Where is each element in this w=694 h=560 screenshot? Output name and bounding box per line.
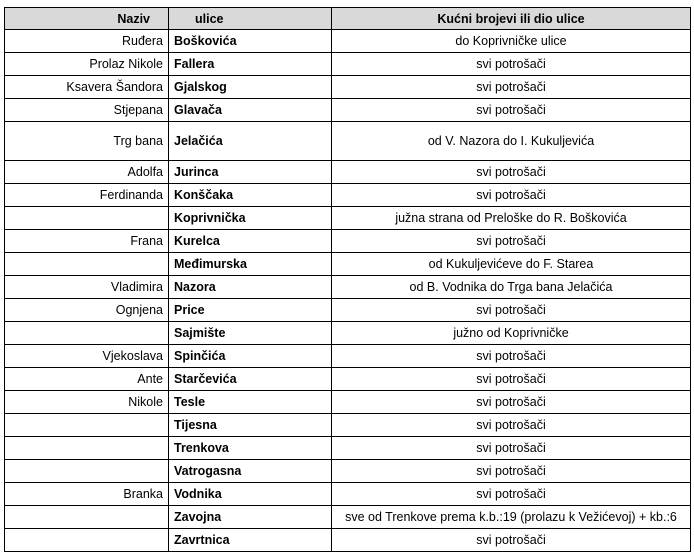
table-row: [5, 437, 691, 460]
table-row: [5, 322, 691, 345]
description-cell: svi potrošači: [332, 368, 691, 391]
street-cell: Nazora: [169, 276, 332, 299]
description-cell: svi potrošači: [332, 53, 691, 76]
description-cell: svi potrošači: [332, 529, 691, 552]
description-cell: svi potrošači: [332, 391, 691, 414]
table-row: [5, 299, 691, 322]
first-name-cell: Nikole: [5, 391, 169, 414]
description-cell: do Koprivničke ulice: [332, 30, 691, 53]
description-cell: svi potrošači: [332, 299, 691, 322]
street-cell: Sajmište: [169, 322, 332, 345]
table-row: [5, 161, 691, 184]
description-cell: od B. Vodnika do Trga bana Jelačića: [332, 276, 691, 299]
street-cell: Boškovića: [169, 30, 332, 53]
description-cell: svi potrošači: [332, 483, 691, 506]
first-name-cell: [5, 437, 169, 460]
street-cell: Price: [169, 299, 332, 322]
first-name-cell: [5, 506, 169, 529]
table-row: [5, 230, 691, 253]
first-name-cell: Prolaz Nikole: [5, 53, 169, 76]
table-header-row: [5, 8, 691, 30]
street-cell: Jurinca: [169, 161, 332, 184]
first-name-cell: Ferdinanda: [5, 184, 169, 207]
description-cell: svi potrošači: [332, 414, 691, 437]
table-row: [5, 414, 691, 437]
description-cell: svi potrošači: [332, 345, 691, 368]
first-name-cell: Stjepana: [5, 99, 169, 122]
table-row: [5, 368, 691, 391]
table-body: [5, 30, 691, 552]
first-name-cell: Ognjena: [5, 299, 169, 322]
table-row: [5, 76, 691, 99]
table-row: [5, 345, 691, 368]
header-street: ulice: [169, 8, 332, 30]
table-row: [5, 30, 691, 53]
description-cell: sve od Trenkove prema k.b.:19 (prolazu k Vežićevoj) + kb.:6: [332, 506, 691, 529]
streets-table: [4, 7, 691, 552]
description-cell: svi potrošači: [332, 460, 691, 483]
first-name-cell: Trg bana: [5, 122, 169, 161]
street-cell: Vodnika: [169, 483, 332, 506]
first-name-cell: [5, 207, 169, 230]
description-cell: svi potrošači: [332, 161, 691, 184]
first-name-cell: [5, 322, 169, 345]
first-name-cell: [5, 253, 169, 276]
table-row: [5, 207, 691, 230]
description-cell: svi potrošači: [332, 76, 691, 99]
first-name-cell: [5, 414, 169, 437]
first-name-cell: Vjekoslava: [5, 345, 169, 368]
street-cell: Zavrtnica: [169, 529, 332, 552]
table-row: [5, 99, 691, 122]
first-name-cell: Ante: [5, 368, 169, 391]
table-row: [5, 184, 691, 207]
first-name-cell: Ksavera Šandora: [5, 76, 169, 99]
table-row: [5, 460, 691, 483]
description-cell: svi potrošači: [332, 230, 691, 253]
street-cell: Starčevića: [169, 368, 332, 391]
first-name-cell: Frana: [5, 230, 169, 253]
description-cell: svi potrošači: [332, 184, 691, 207]
street-cell: Tesle: [169, 391, 332, 414]
first-name-cell: [5, 529, 169, 552]
table-row: [5, 53, 691, 76]
description-cell: južno od Koprivničke: [332, 322, 691, 345]
description-cell: južna strana od Preloške do R. Boškovića: [332, 207, 691, 230]
street-cell: Glavača: [169, 99, 332, 122]
street-cell: Kurelca: [169, 230, 332, 253]
table-row: [5, 391, 691, 414]
table-row: [5, 529, 691, 552]
table-row: [5, 276, 691, 299]
street-cell: Trenkova: [169, 437, 332, 460]
first-name-cell: Adolfa: [5, 161, 169, 184]
street-cell: Jelačića: [169, 122, 332, 161]
table-row: [5, 122, 691, 161]
street-cell: Koprivnička: [169, 207, 332, 230]
description-cell: svi potrošači: [332, 437, 691, 460]
street-cell: Gjalskog: [169, 76, 332, 99]
street-cell: Vatrogasna: [169, 460, 332, 483]
street-cell: Fallera: [169, 53, 332, 76]
description-cell: svi potrošači: [332, 99, 691, 122]
street-cell: Međimurska: [169, 253, 332, 276]
description-cell: od V. Nazora do I. Kukuljevića: [332, 122, 691, 161]
table-row: [5, 253, 691, 276]
header-name: Naziv: [5, 8, 169, 30]
first-name-cell: Branka: [5, 483, 169, 506]
street-cell: Konščaka: [169, 184, 332, 207]
table-row: [5, 483, 691, 506]
street-cell: Zavojna: [169, 506, 332, 529]
header-house-numbers: Kućni brojevi ili dio ulice: [332, 8, 691, 30]
first-name-cell: [5, 460, 169, 483]
street-cell: Spinčića: [169, 345, 332, 368]
first-name-cell: Vladimira: [5, 276, 169, 299]
street-cell: Tijesna: [169, 414, 332, 437]
first-name-cell: Ruđera: [5, 30, 169, 53]
description-cell: od Kukuljevićeve do F. Starea: [332, 253, 691, 276]
table-row: [5, 506, 691, 529]
